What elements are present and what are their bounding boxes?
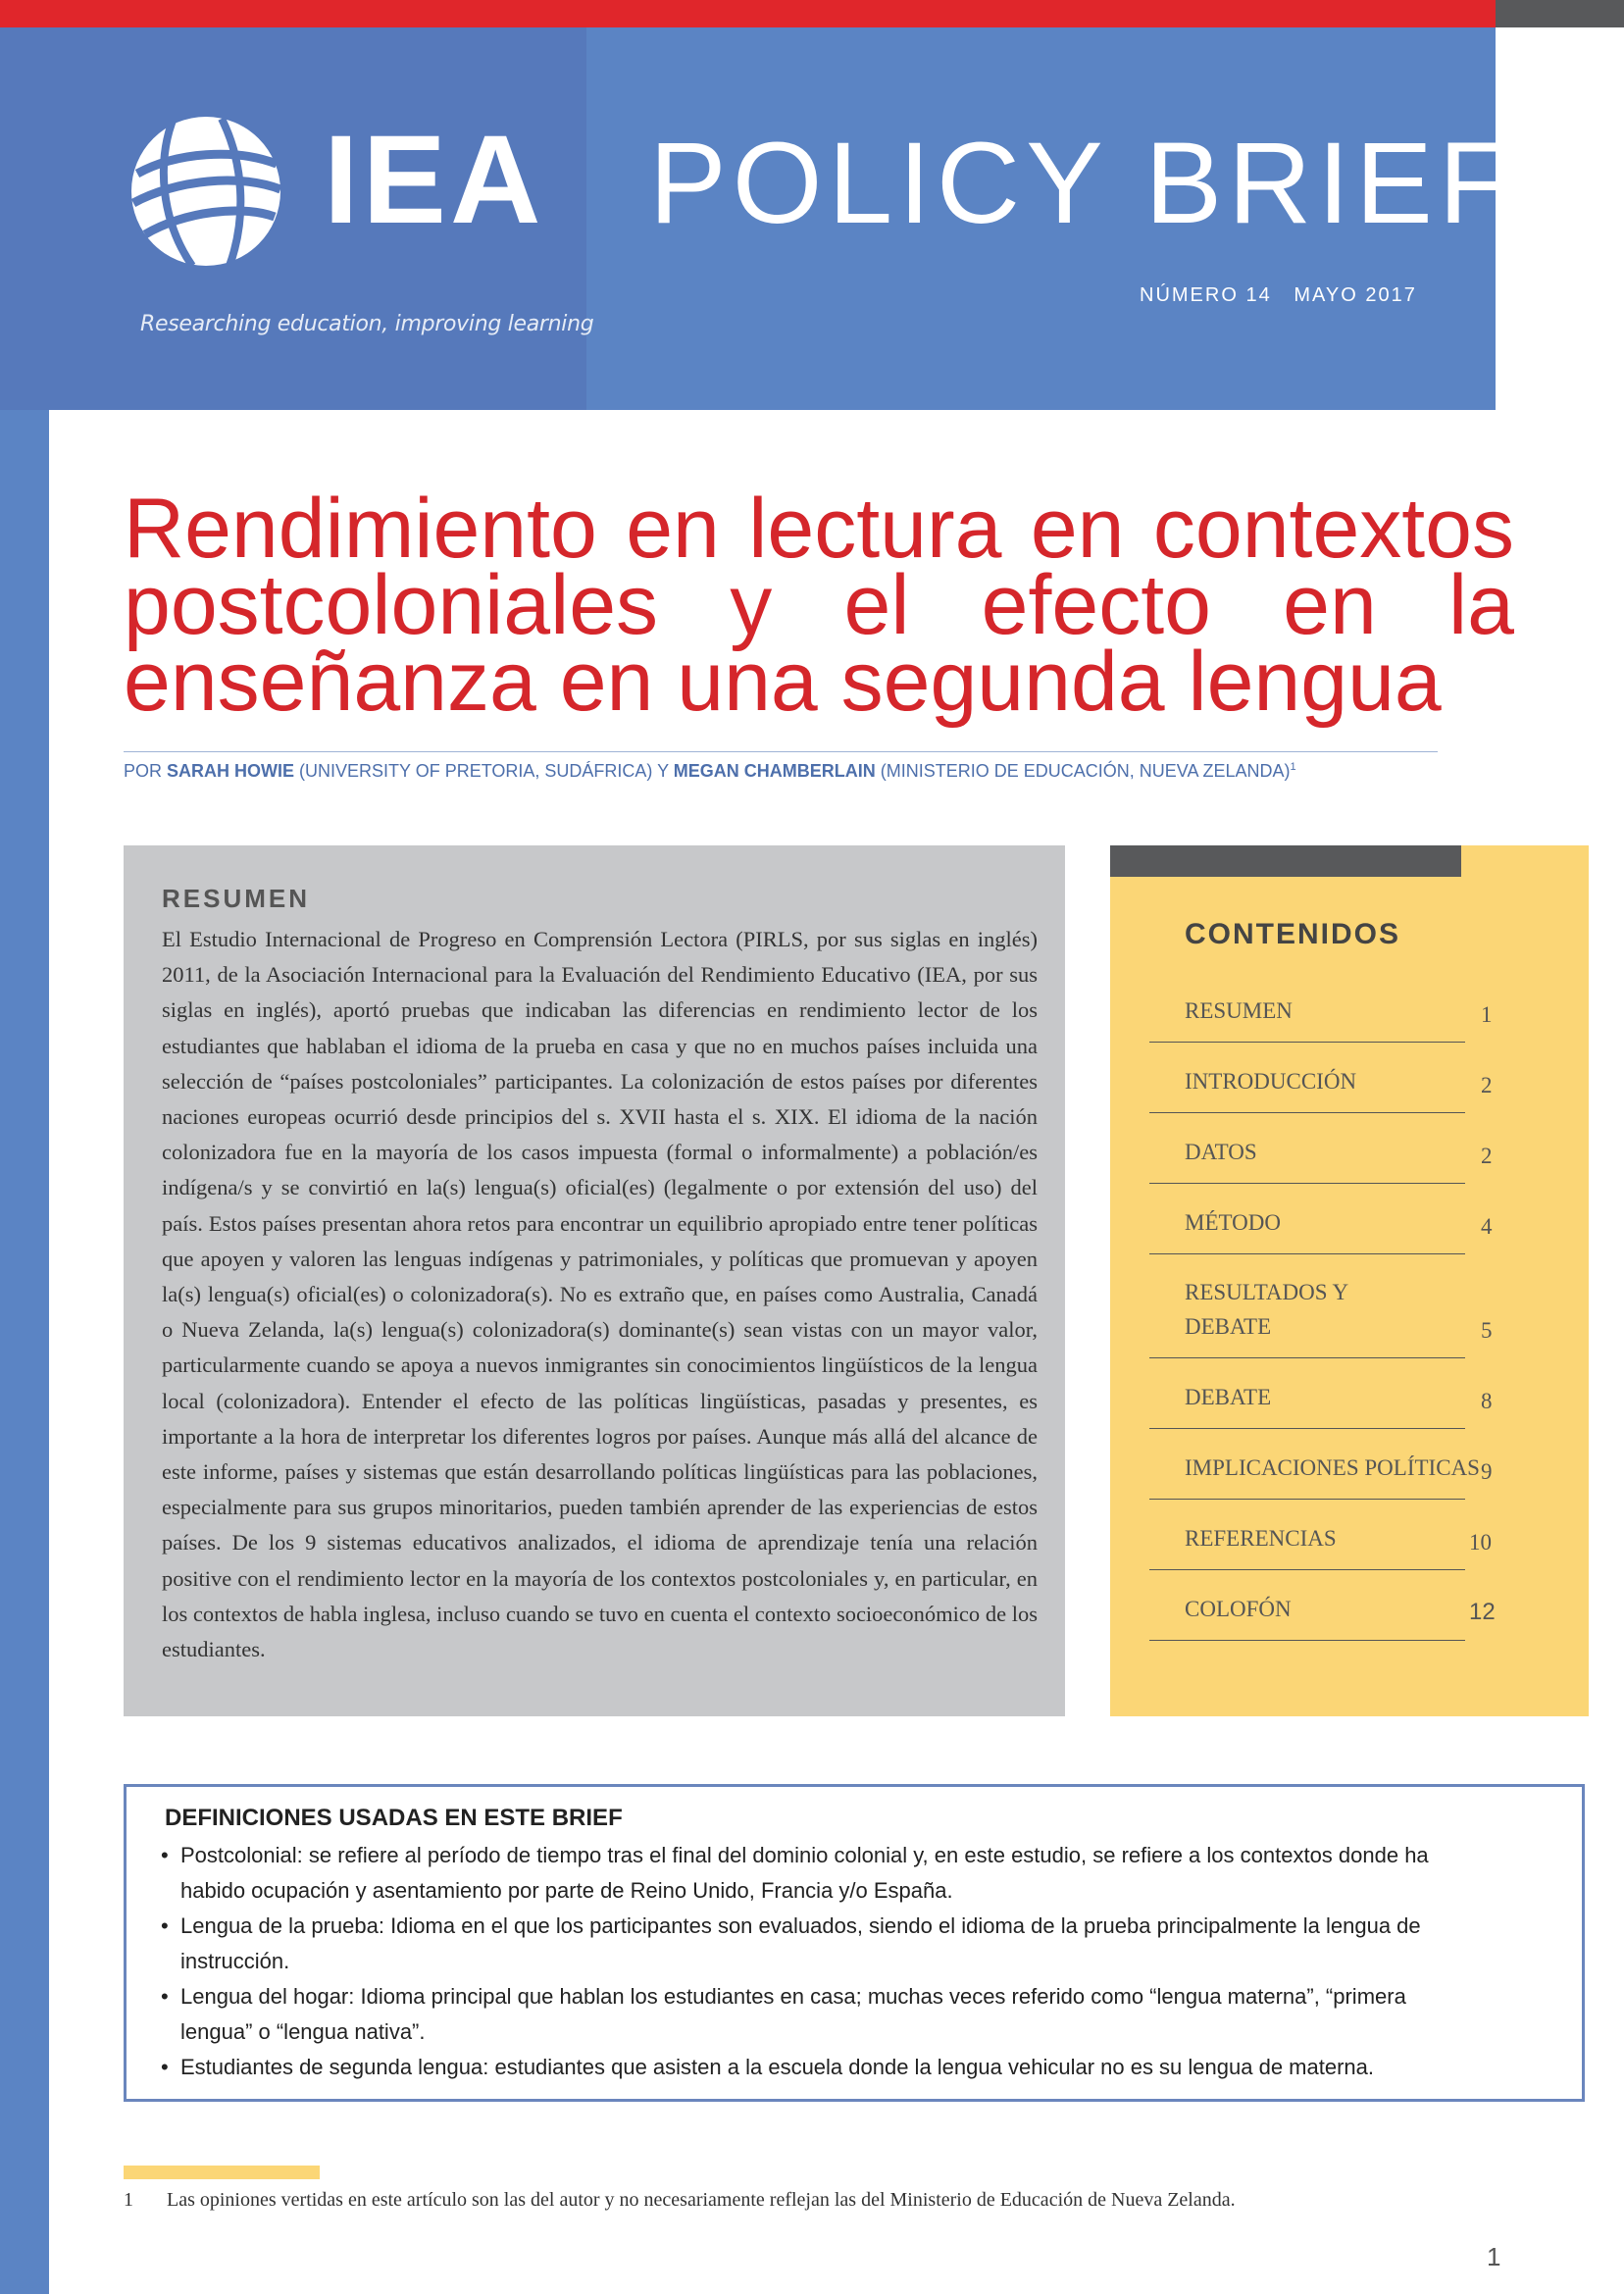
toc-item-page: 2	[1481, 1073, 1493, 1097]
definition-item: • Estudiantes de segunda lengua: estudiantes que asisten a la escuela donde la lengua vehicular no es su lengua de materna.	[161, 2050, 1465, 2085]
definitions-list	[161, 1838, 1465, 2085]
author-affiliation: (MINISTERIO DE EDUCACIÓN, NUEVA ZELANDA)	[875, 761, 1291, 781]
page-title	[124, 482, 1514, 729]
toc-item-colofon[interactable]	[1149, 1569, 1496, 1641]
toc-item-page: 5	[1481, 1318, 1493, 1343]
toc-item-label	[1185, 1275, 1348, 1344]
issue-date: MAYO 2017	[1294, 284, 1417, 306]
summary-heading: RESUMEN	[162, 884, 311, 913]
toc-item-label: RESUMEN	[1185, 998, 1293, 1023]
toc-item-page: 2	[1481, 1144, 1493, 1168]
definition-item: • Lengua de la prueba: Idioma en el que los participantes son evaluados, siendo el idioma de la prueba principalmente la lengua de instrucción.	[161, 1909, 1465, 1979]
title-line: enseñanza en una segunda lengua	[124, 635, 1442, 729]
top-gray-band	[1496, 0, 1624, 27]
toc-item-label-line: DEBATE	[1185, 1314, 1272, 1339]
author-affiliation: (UNIVERSITY OF PRETORIA, SUDÁFRICA) Y	[294, 761, 674, 781]
toc-item-referencias[interactable]	[1149, 1499, 1492, 1570]
issue-info	[1140, 284, 1417, 307]
title-line: Rendimiento en lectura en contextos	[124, 482, 1514, 576]
page-number: 1	[1487, 2242, 1501, 2271]
definitions-heading: DEFINICIONES USADAS EN ESTE BRIEF	[165, 1805, 623, 1831]
footnote-text: Las opiniones vertidas en este artículo son las del autor y no necesariamente reflejan las del Ministerio de Educación de Nueva Zelanda.	[167, 2189, 1236, 2211]
toc-item-page: 9	[1481, 1459, 1493, 1484]
left-blue-strip	[0, 410, 49, 2294]
toc-item-label: DATOS	[1185, 1140, 1257, 1164]
footnote	[124, 2189, 1236, 2212]
series-title: POLICY BRIEF	[649, 119, 1515, 248]
toc-item-label: INTRODUCCIÓN	[1185, 1069, 1357, 1094]
top-red-band	[0, 0, 1496, 27]
toc-item-label: COLOFÓN	[1185, 1597, 1292, 1621]
definition-item: • Postcolonial: se refiere al período de tiempo tras el final del dominio colonial y, en este estudio, se refiere a los contextos donde ha habido ocupación y asentamiento por parte de Reino Unido, Francia y/o España.	[161, 1838, 1465, 1909]
toc-heading: CONTENIDOS	[1185, 918, 1401, 950]
toc-item-page: 12	[1469, 1599, 1496, 1625]
byline	[124, 761, 1296, 782]
toc-item-label: DEBATE	[1185, 1385, 1272, 1409]
toc-item-label: MÉTODO	[1185, 1210, 1281, 1235]
toc-item-page: 10	[1469, 1530, 1492, 1555]
byline-prefix: POR	[124, 761, 168, 781]
title-line: postcoloniales y el efecto en la	[124, 558, 1514, 652]
globe-logo-icon	[127, 113, 284, 270]
toc-item-debate[interactable]	[1149, 1357, 1493, 1429]
logo-wordmark: IEA	[324, 110, 545, 250]
toc-item-page: 1	[1481, 1002, 1493, 1027]
toc-item-implicaciones[interactable]	[1149, 1428, 1493, 1500]
author-name: MEGAN CHAMBERLAIN	[673, 761, 876, 781]
toc-item-page: 8	[1481, 1389, 1493, 1413]
footnote-ref[interactable]: 1	[1290, 761, 1296, 773]
toc-item-introduccion[interactable]	[1149, 1042, 1493, 1113]
author-name: SARAH HOWIE	[167, 761, 295, 781]
toc-item-metodo[interactable]	[1149, 1183, 1493, 1254]
footnote-number: 1	[124, 2189, 133, 2211]
toc-item-resumen[interactable]	[1149, 967, 1493, 1043]
toc-item-label: IMPLICACIONES POLÍTICAS	[1185, 1455, 1480, 1480]
issue-number: NÚMERO 14	[1140, 284, 1272, 306]
summary-text: El Estudio Internacional de Progreso en Comprensión Lectora (PIRLS, por sus siglas en inglés) 2011, de la Asociación Internacional para la Evaluación del Rendimiento Educativo (IEA, por sus siglas en inglés), aportó pruebas que indicaban las diferencias en rendimiento lector de los estudiantes que hablaban el idioma de la prueba en casa y que no en muchos países incluida una selección de “países postcoloniales” participantes. La colonización de estos países por diferentes naciones europeas ocurrió desde principios del s. XVII hasta el s. XIX. El idioma de la nación colonizadora fue en la mayoría de los casos impuesta (formal o informalmente) a población/es indígena/s y se convirtió en la(s) lengua(s) oficial(es) (legalmente o por extensión del uso) del país. Estos países presentan ahora retos para encontrar un equilibrio apropiado entre tener políticas que apoyen y valoren las lenguas indígenas y patrimoniales, y políticas que promuevan y apoyen la(s) lengua(s) oficial(es) o colonizadora(s). No es extraño que, en países como Australia, Canadá o Nueva Zelanda, la(s) lengua(s) colonizadora(s) dominante(s) sean vistas con un mayor valor, particularmente cuando se apoya a nuevos inmigrantes sin conocimientos lingüísticos de la lengua local (colonizadora). Entender el efecto de las políticas lingüísticas, pasadas y presentes, es importante a la hora de interpretar los diferentes logros por países. Aunque más allá del alcance de este informe, países y sistemas que están desarrollando políticas lingüísticas para las poblaciones, especialmente para sus grupos minoritarios, pueden también aprender de las experiencias de estos países. De los 9 sistemas educativos analizados, el idioma de aprendizaje tenía una relación positive con el rendimiento lector en la mayoría de los contextos postcoloniales y, en particular, en los contextos de habla inglesa, incluso cuando se tuvo en cuenta el contexto socioeconómico de los estudiantes.	[162, 927, 1038, 1662]
toc-item-resultados[interactable]	[1149, 1253, 1493, 1358]
toc-top-bar	[1110, 845, 1461, 877]
toc-item-label: REFERENCIAS	[1185, 1526, 1337, 1551]
footnote-bar	[124, 2166, 320, 2179]
toc-item-label-line: RESULTADOS Y	[1185, 1280, 1349, 1304]
definition-item: • Lengua del hogar: Idioma principal que hablan los estudiantes en casa; muchas veces referido como “lengua materna”, “primera lengua” o “lengua nativa”.	[161, 1979, 1465, 2050]
tagline: Researching education, improving learning	[140, 312, 594, 336]
title-divider	[124, 751, 1438, 752]
toc-item-page: 4	[1481, 1214, 1493, 1239]
toc-item-datos[interactable]	[1149, 1112, 1493, 1184]
